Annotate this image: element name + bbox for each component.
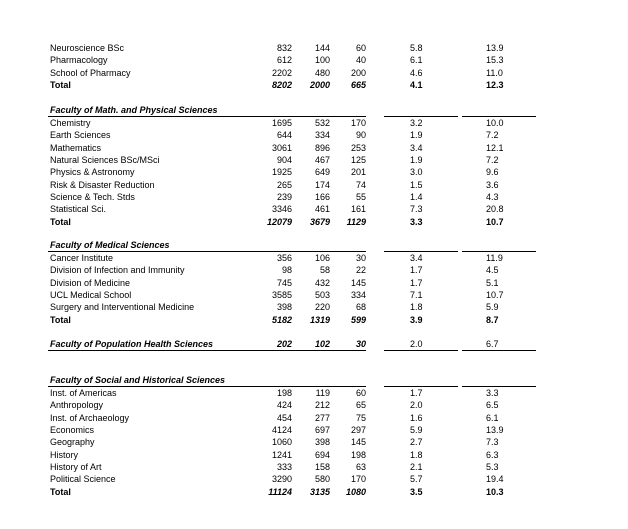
value-cell: 432 [314, 277, 330, 288]
value-cell: 22 [355, 265, 366, 276]
value-cell: 480 [314, 67, 330, 78]
value-cell: 2.0 [410, 400, 423, 411]
row-label: Pharmacology [50, 55, 108, 66]
table-row [0, 142, 628, 154]
value-cell: 100 [314, 55, 330, 66]
faculty-header-row [0, 374, 628, 386]
value-cell: 1.7 [410, 388, 423, 398]
value-cell: 170 [350, 118, 366, 128]
value-cell: 145 [350, 437, 366, 448]
value-cell: 832 [276, 43, 292, 53]
value-cell: 1319 [309, 314, 330, 325]
table-row [0, 399, 628, 411]
value-cell: 202 [276, 339, 292, 349]
row-label: Inst. of Americas [50, 388, 117, 398]
value-cell: 12079 [266, 216, 292, 227]
value-cell: 896 [314, 142, 330, 153]
table-row [0, 117, 628, 129]
value-cell: 334 [350, 290, 366, 301]
value-cell: 2.1 [410, 462, 423, 473]
value-cell: 6.5 [486, 400, 499, 411]
table-row [0, 203, 628, 215]
value-cell: 5.7 [410, 474, 423, 485]
table-row [0, 191, 628, 203]
value-cell: 697 [314, 425, 330, 436]
row-label: Economics [50, 425, 95, 436]
table-row [0, 473, 628, 485]
value-cell: 10.3 [486, 486, 504, 497]
value-cell: 1241 [271, 449, 292, 460]
value-cell: 55 [355, 192, 366, 203]
value-cell: 356 [276, 253, 292, 263]
value-cell: 7.3 [410, 204, 423, 215]
value-cell: 3.9 [410, 314, 423, 325]
table-row [0, 129, 628, 141]
value-cell: 1060 [271, 437, 292, 448]
value-cell: 13.9 [486, 425, 504, 436]
value-cell: 90 [355, 130, 366, 141]
value-cell: 125 [350, 155, 366, 166]
value-cell: 15.3 [486, 55, 504, 66]
faculty-header: Faculty of Math. and Physical Sciences [50, 105, 218, 115]
value-cell: 3.0 [410, 167, 423, 178]
value-cell: 3.5 [410, 486, 423, 497]
value-cell: 3290 [271, 474, 292, 485]
value-cell: 8.7 [486, 314, 499, 325]
value-cell: 19.4 [486, 474, 504, 485]
value-cell: 198 [350, 449, 366, 460]
total-row [0, 79, 628, 91]
value-cell: 461 [314, 204, 330, 215]
value-cell: 3.4 [410, 253, 423, 263]
value-cell: 5.9 [486, 302, 499, 313]
value-cell: 5.9 [410, 425, 423, 436]
value-cell: 170 [350, 474, 366, 485]
value-cell: 4.3 [486, 192, 499, 203]
row-label: Total [50, 486, 71, 497]
value-cell: 3135 [309, 486, 330, 497]
row-label: Natural Sciences BSc/MSci [50, 155, 160, 166]
row-label: Science & Tech. Stds [50, 192, 135, 203]
value-cell: 694 [314, 449, 330, 460]
table-row [0, 166, 628, 178]
value-cell: 467 [314, 155, 330, 166]
value-cell: 1.5 [410, 179, 423, 190]
value-cell: 144 [314, 43, 330, 53]
rule-line [462, 350, 536, 351]
value-cell: 166 [314, 192, 330, 203]
row-label: Total [50, 314, 71, 325]
value-cell: 3.6 [486, 179, 499, 190]
table-row [0, 449, 628, 461]
value-cell: 7.2 [486, 155, 499, 166]
row-label: Physics & Astronomy [50, 167, 135, 178]
value-cell: 7.2 [486, 130, 499, 141]
value-cell: 649 [314, 167, 330, 178]
value-cell: 2000 [309, 80, 330, 91]
value-cell: 8202 [271, 80, 292, 91]
value-cell: 75 [355, 412, 366, 423]
value-cell: 253 [350, 142, 366, 153]
value-cell: 198 [276, 388, 292, 398]
value-cell: 5.3 [486, 462, 499, 473]
row-label: Total [50, 80, 71, 91]
value-cell: 106 [314, 253, 330, 263]
value-cell: 1.4 [410, 192, 423, 203]
value-cell: 239 [276, 192, 292, 203]
value-cell: 20.8 [486, 204, 504, 215]
row-label: Chemistry [50, 118, 91, 128]
total-row [0, 216, 628, 228]
value-cell: 60 [355, 388, 366, 398]
value-cell: 2202 [271, 67, 292, 78]
faculty-header-row [0, 338, 628, 350]
row-label: Mathematics [50, 142, 102, 153]
value-cell: 5182 [271, 314, 292, 325]
faculty-header: Faculty of Population Health Sciences [50, 339, 214, 349]
faculty-header-row [0, 104, 628, 116]
value-cell: 599 [350, 314, 366, 325]
value-cell: 665 [350, 80, 366, 91]
value-cell: 65 [355, 400, 366, 411]
value-cell: 1925 [271, 167, 292, 178]
value-cell: 904 [276, 155, 292, 166]
value-cell: 5.1 [486, 277, 499, 288]
value-cell: 40 [355, 55, 366, 66]
value-cell: 612 [276, 55, 292, 66]
value-cell: 200 [350, 67, 366, 78]
value-cell: 1080 [345, 486, 366, 497]
row-label: Division of Medicine [50, 277, 131, 288]
rule-line [384, 350, 458, 351]
value-cell: 158 [314, 462, 330, 473]
value-cell: 4.5 [486, 265, 499, 276]
value-cell: 503 [314, 290, 330, 301]
value-cell: 3.3 [410, 216, 423, 227]
value-cell: 98 [281, 265, 292, 276]
row-label: Statistical Sci. [50, 204, 107, 215]
value-cell: 1.7 [410, 265, 423, 276]
faculty-header: Faculty of Social and Historical Sciences [50, 375, 226, 385]
value-cell: 1129 [346, 216, 366, 227]
table-row [0, 264, 628, 276]
value-cell: 201 [350, 167, 366, 178]
value-cell: 3.3 [486, 388, 499, 398]
value-cell: 6.1 [486, 412, 499, 423]
table-row [0, 252, 628, 264]
value-cell: 30 [355, 253, 366, 263]
value-cell: 580 [314, 474, 330, 485]
value-cell: 1695 [271, 118, 292, 128]
value-cell: 11.9 [486, 253, 503, 263]
value-cell: 12.1 [486, 142, 504, 153]
value-cell: 7.1 [410, 290, 423, 301]
table-row [0, 289, 628, 301]
value-cell: 3061 [271, 142, 292, 153]
row-label: Inst. of Archaeology [50, 412, 130, 423]
row-label: History [50, 449, 79, 460]
value-cell: 4124 [271, 425, 292, 436]
faculty-header: Faculty of Medical Sciences [50, 240, 170, 250]
table-row [0, 387, 628, 399]
value-cell: 63 [355, 462, 366, 473]
value-cell: 102 [314, 339, 330, 349]
value-cell: 30 [355, 339, 366, 349]
row-label: Risk & Disaster Reduction [50, 179, 155, 190]
row-label: Political Science [50, 474, 116, 485]
value-cell: 532 [314, 118, 330, 128]
table-row [0, 54, 628, 66]
row-label: Division of Infection and Immunity [50, 265, 185, 276]
faculty-header-row [0, 239, 628, 251]
value-cell: 212 [314, 400, 330, 411]
value-cell: 398 [314, 437, 330, 448]
value-cell: 11124 [268, 486, 292, 497]
value-cell: 3679 [309, 216, 330, 227]
value-cell: 6.3 [486, 449, 499, 460]
value-cell: 119 [315, 388, 330, 398]
value-cell: 2.7 [410, 437, 423, 448]
value-cell: 3346 [271, 204, 292, 215]
value-cell: 2.0 [410, 339, 423, 349]
table-row [0, 154, 628, 166]
value-cell: 454 [276, 412, 292, 423]
value-cell: 5.8 [410, 43, 423, 53]
row-label: Anthropology [50, 400, 104, 411]
value-cell: 1.8 [410, 449, 423, 460]
value-cell: 11.0 [486, 67, 503, 78]
value-cell: 3.4 [410, 142, 423, 153]
value-cell: 1.7 [410, 277, 423, 288]
table-row [0, 67, 628, 79]
value-cell: 424 [276, 400, 292, 411]
table-row [0, 424, 628, 436]
value-cell: 1.8 [410, 302, 423, 313]
row-label: School of Pharmacy [50, 67, 131, 78]
row-label: Surgery and Interventional Medicine [50, 302, 195, 313]
row-label: Geography [50, 437, 95, 448]
rule-line [48, 350, 366, 351]
value-cell: 644 [276, 130, 292, 141]
value-cell: 161 [350, 204, 366, 215]
value-cell: 3585 [271, 290, 292, 301]
value-cell: 7.3 [486, 437, 499, 448]
value-cell: 1.6 [410, 412, 423, 423]
value-cell: 10.7 [486, 216, 504, 227]
value-cell: 58 [319, 265, 330, 276]
value-cell: 145 [350, 277, 366, 288]
table-row [0, 42, 628, 54]
value-cell: 4.1 [410, 80, 423, 91]
value-cell: 10.0 [486, 118, 504, 128]
value-cell: 265 [276, 179, 292, 190]
row-label: UCL Medical School [50, 290, 132, 301]
table-row [0, 277, 628, 289]
row-label: Earth Sciences [50, 130, 111, 141]
value-cell: 6.1 [410, 55, 423, 66]
value-cell: 3.2 [410, 118, 423, 128]
value-cell: 334 [314, 130, 330, 141]
table-row [0, 301, 628, 313]
value-cell: 174 [314, 179, 330, 190]
row-label: Total [50, 216, 71, 227]
value-cell: 1.9 [410, 155, 423, 166]
table-row [0, 436, 628, 448]
total-row [0, 314, 628, 326]
value-cell: 1.9 [410, 130, 423, 141]
value-cell: 745 [276, 277, 292, 288]
value-cell: 297 [350, 425, 366, 436]
value-cell: 9.6 [486, 167, 499, 178]
value-cell: 12.3 [486, 80, 504, 91]
value-cell: 333 [276, 462, 292, 473]
total-row [0, 486, 628, 498]
value-cell: 277 [314, 412, 330, 423]
table-row [0, 412, 628, 424]
value-cell: 6.7 [486, 339, 499, 349]
table-row [0, 461, 628, 473]
row-label: Neuroscience BSc [50, 43, 125, 53]
value-cell: 10.7 [486, 290, 504, 301]
value-cell: 68 [355, 302, 366, 313]
row-label: Cancer Institute [50, 253, 114, 263]
value-cell: 398 [276, 302, 292, 313]
value-cell: 13.9 [486, 43, 504, 53]
row-label: History of Art [50, 462, 102, 473]
value-cell: 74 [355, 179, 366, 190]
value-cell: 220 [314, 302, 330, 313]
table-row [0, 179, 628, 191]
value-cell: 4.6 [410, 67, 423, 78]
value-cell: 60 [355, 43, 366, 53]
